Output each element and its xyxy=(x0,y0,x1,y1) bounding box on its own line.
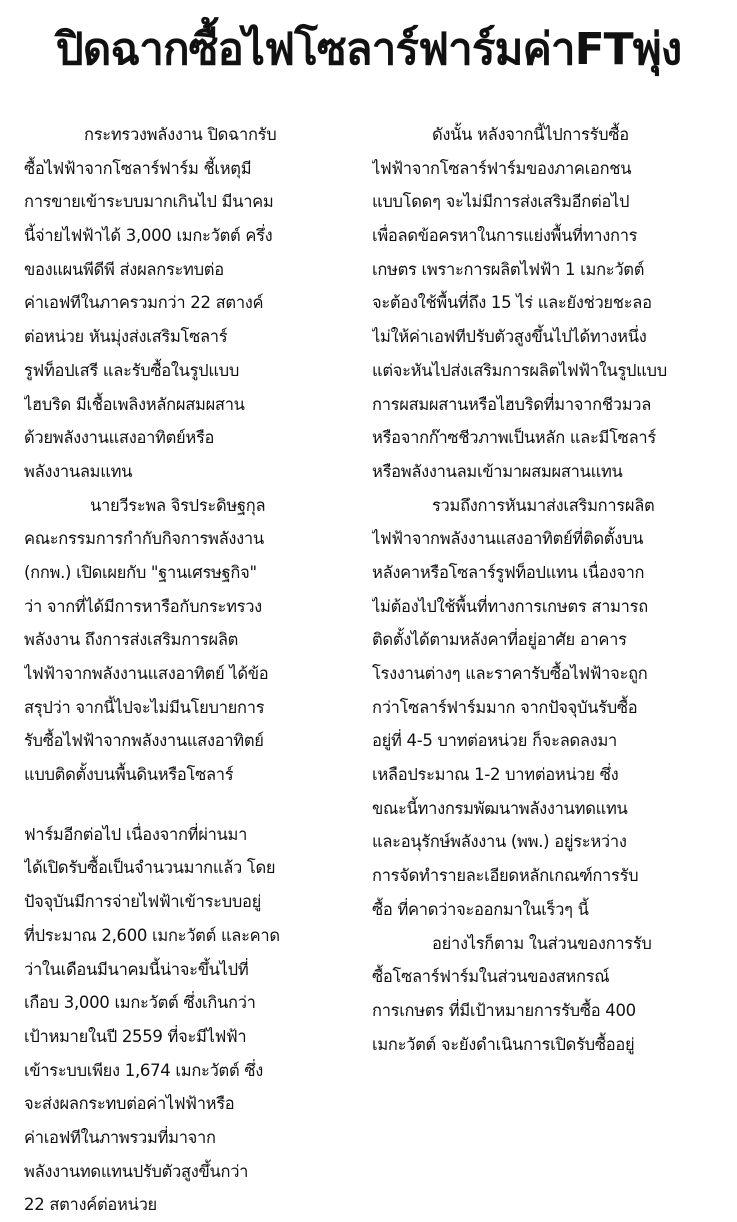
text-line: นายวีระพล จิรประดิษฐกุล xyxy=(90,495,266,515)
text-line: ว่าในเดือนมีนาคมนี้น่าจะขึ้นไปที่ xyxy=(24,959,249,979)
text-line: พลังงาน ถึงการส่งเสริมการผลิต xyxy=(24,630,239,650)
text-line: การผสมผสานหรือไฮบริดที่มาจากชีวมวล xyxy=(372,394,652,414)
text-line: แบบโดดๆ จะไม่มีการส่งเสริมอีกต่อไป xyxy=(372,192,630,212)
text-line: เมกะวัตต์ จะยังดำเนินการเปิดรับซื้ออยู่ xyxy=(372,1034,635,1054)
text-line: ไฟฟ้าจากพลังงานแสงอาทิตย์ ได้ข้อ xyxy=(24,664,269,683)
text-line: เหลือประมาณ 1-2 บาทต่อหน่วย ซึ่ง xyxy=(372,765,619,785)
text-line: ไฟฟ้าจากพลังงานแสงอาทิตย์ที่ติดตั้งบน xyxy=(372,529,644,549)
text-line: ไม่ให้ค่าเอฟทีปรับตัวสูงขึ้นไปได้ทางหนึ่ง xyxy=(372,327,647,347)
text-line: รูฟท็อปเสรี และรับซื้อในรูปแบบ xyxy=(24,360,240,380)
text-line: ขณะนี้ทางกรมพัฒนาพลังงานทดแทน xyxy=(372,798,628,818)
text-line: แต่จะหันไปส่งเสริมการผลิตไฟฟ้าในรูปแบบ xyxy=(372,360,667,380)
text-line: ค่าเอฟทีในภาครวมกว่า 22 สตางค์ xyxy=(24,293,264,313)
text-line: อยู่ที่ 4-5 บาทต่อหน่วย ก็จะลดลงมา xyxy=(372,731,618,751)
text-line: กว่าโซลาร์ฟาร์มมาก จากปัจจุบันรับซื้อ xyxy=(372,697,638,717)
text-line: การขายเข้าระบบมากเกินไป มีนาคม xyxy=(24,192,274,212)
text-line: รับซื้อไฟฟ้าจากพลังงานแสงอาทิตย์ xyxy=(24,731,264,751)
text-line: ของแผนพีดีพี ส่งผลกระทบต่อ xyxy=(24,259,224,279)
text-line: ต่อหน่วย หันมุ่งส่งเสริมโซลาร์ xyxy=(24,327,228,347)
text-line: ซื้อโซลาร์ฟาร์มในส่วนของสหกรณ์ xyxy=(372,967,610,987)
text-line: ไฮบริด มีเชื้อเพลิงหลักผสมผสาน xyxy=(24,394,245,414)
text-line: โรงงานต่างๆ และราคารับซื้อไฟฟ้าจะถูก xyxy=(372,664,648,683)
text-line: ด้วยพลังงานแสงอาทิตย์หรือ xyxy=(24,428,215,448)
column-gap xyxy=(24,792,350,818)
text-line: แบบติดตั้งบนพื้นดินหรือโซลาร์ xyxy=(24,765,234,785)
article-left-column xyxy=(24,118,350,1222)
text-line: ไม่ต้องไปใช้พื้นที่ทางการเกษตร สามารถ xyxy=(372,596,648,616)
text-line: กระทรวงพลังงาน ปิดฉากรับ xyxy=(84,125,277,144)
text-line: การเกษตร ที่มีเป้าหมายการรับซื้อ 400 xyxy=(372,1000,636,1020)
text-line: ปัจจุบันมีการจ่ายไฟฟ้าเข้าระบบอยู่ xyxy=(24,892,262,912)
text-line: หรือจากก๊าซชีวภาพเป็นหลัก และมีโซลาร์ xyxy=(372,428,656,448)
text-line: ฟาร์มอีกต่อไป เนื่องจากที่ผ่านมา xyxy=(24,824,248,844)
article-headline: ปิดฉากซื้อไฟโซลาร์ฟาร์มค่าFTพุ่ง xyxy=(55,24,682,75)
text-line: และอนุรักษ์พลังงาน (พพ.) อยู่ระหว่าง xyxy=(372,832,627,852)
text-line: เกษตร เพราะการผลิตไฟฟ้า 1 เมกะวัตต์ xyxy=(372,259,645,279)
text-line: ที่ประมาณ 2,600 เมกะวัตต์ และคาด xyxy=(24,925,280,945)
text-line: เพื่อลดข้อครหาในการแย่งพื้นที่ทางการ xyxy=(372,226,638,246)
text-line: คณะกรรมการกำกับกิจการพลังงาน xyxy=(24,529,264,549)
text-line: หรือพลังงานลมเข้ามาผสมผสานแทน xyxy=(372,461,623,481)
text-line: จะส่งผลกระทบต่อค่าไฟฟ้าหรือ xyxy=(24,1094,235,1114)
text-line: ดังนั้น หลังจากนี้ไปการรับซื้อ xyxy=(432,125,629,144)
text-line: สรุปว่า จากนี้ไปจะไม่มีนโยบายการ xyxy=(24,697,265,717)
text-line: นี้จ่ายไฟฟ้าได้ 3,000 เมกะวัตต์ ครึ่ง xyxy=(24,226,273,246)
text-line: รวมถึงการหันมาส่งเสริมการผลิต xyxy=(432,495,655,515)
text-line: 22 สตางค์ต่อหน่วย xyxy=(24,1195,157,1215)
text-line: ไฟฟ้าจากโซลาร์ฟาร์มของภาคเอกชน xyxy=(372,158,632,178)
text-line: ติดตั้งได้ตามหลังคาที่อยู่อาศัย อาคาร xyxy=(372,630,627,650)
text-line: ค่าเอฟทีในภาพรวมที่มาจาก xyxy=(24,1127,216,1147)
text-line: ได้เปิดรับซื้อเป็นจำนวนมากแล้ว โดย xyxy=(24,858,276,878)
article-right-column xyxy=(372,118,718,1061)
text-line: ว่า จากที่ได้มีการหารือกับกระทรวง xyxy=(24,596,262,616)
text-line: อย่างไรก็ตาม ในส่วนของการรับ xyxy=(432,933,652,953)
text-line: ซื้อ ที่คาดว่าจะออกมาในเร็วๆ นี้ xyxy=(372,899,589,919)
text-line: เข้าระบบเพียง 1,674 เมกะวัตต์ ซึ่ง xyxy=(24,1060,263,1080)
text-line: พลังงานทดแทนปรับตัวสูงขึ้นกว่า xyxy=(24,1161,249,1181)
text-line: จะต้องใช้พื้นที่ถึง 15 ไร่ และยังช่วยชะลอ xyxy=(372,293,652,313)
text-line: ซื้อไฟฟ้าจากโซลาร์ฟาร์ม ชี้เหตุมี xyxy=(24,158,252,178)
text-line: พลังงานลมแทน xyxy=(24,461,133,481)
text-line: หลังคาหรือโซลาร์รูฟท็อปแทน เนื่องจาก xyxy=(372,562,645,582)
text-line: การจัดทำรายละเอียดหลักเกณฑ์การรับ xyxy=(372,866,639,886)
text-line: (กกพ.) เปิดเผยกับ "ฐานเศรษฐกิจ" xyxy=(24,562,257,582)
text-line: เป้าหมายในปี 2559 ที่จะมีไฟฟ้า xyxy=(24,1026,247,1046)
text-line: เกือบ 3,000 เมกะวัตต์ ซึ่งเกินกว่า xyxy=(24,993,256,1013)
